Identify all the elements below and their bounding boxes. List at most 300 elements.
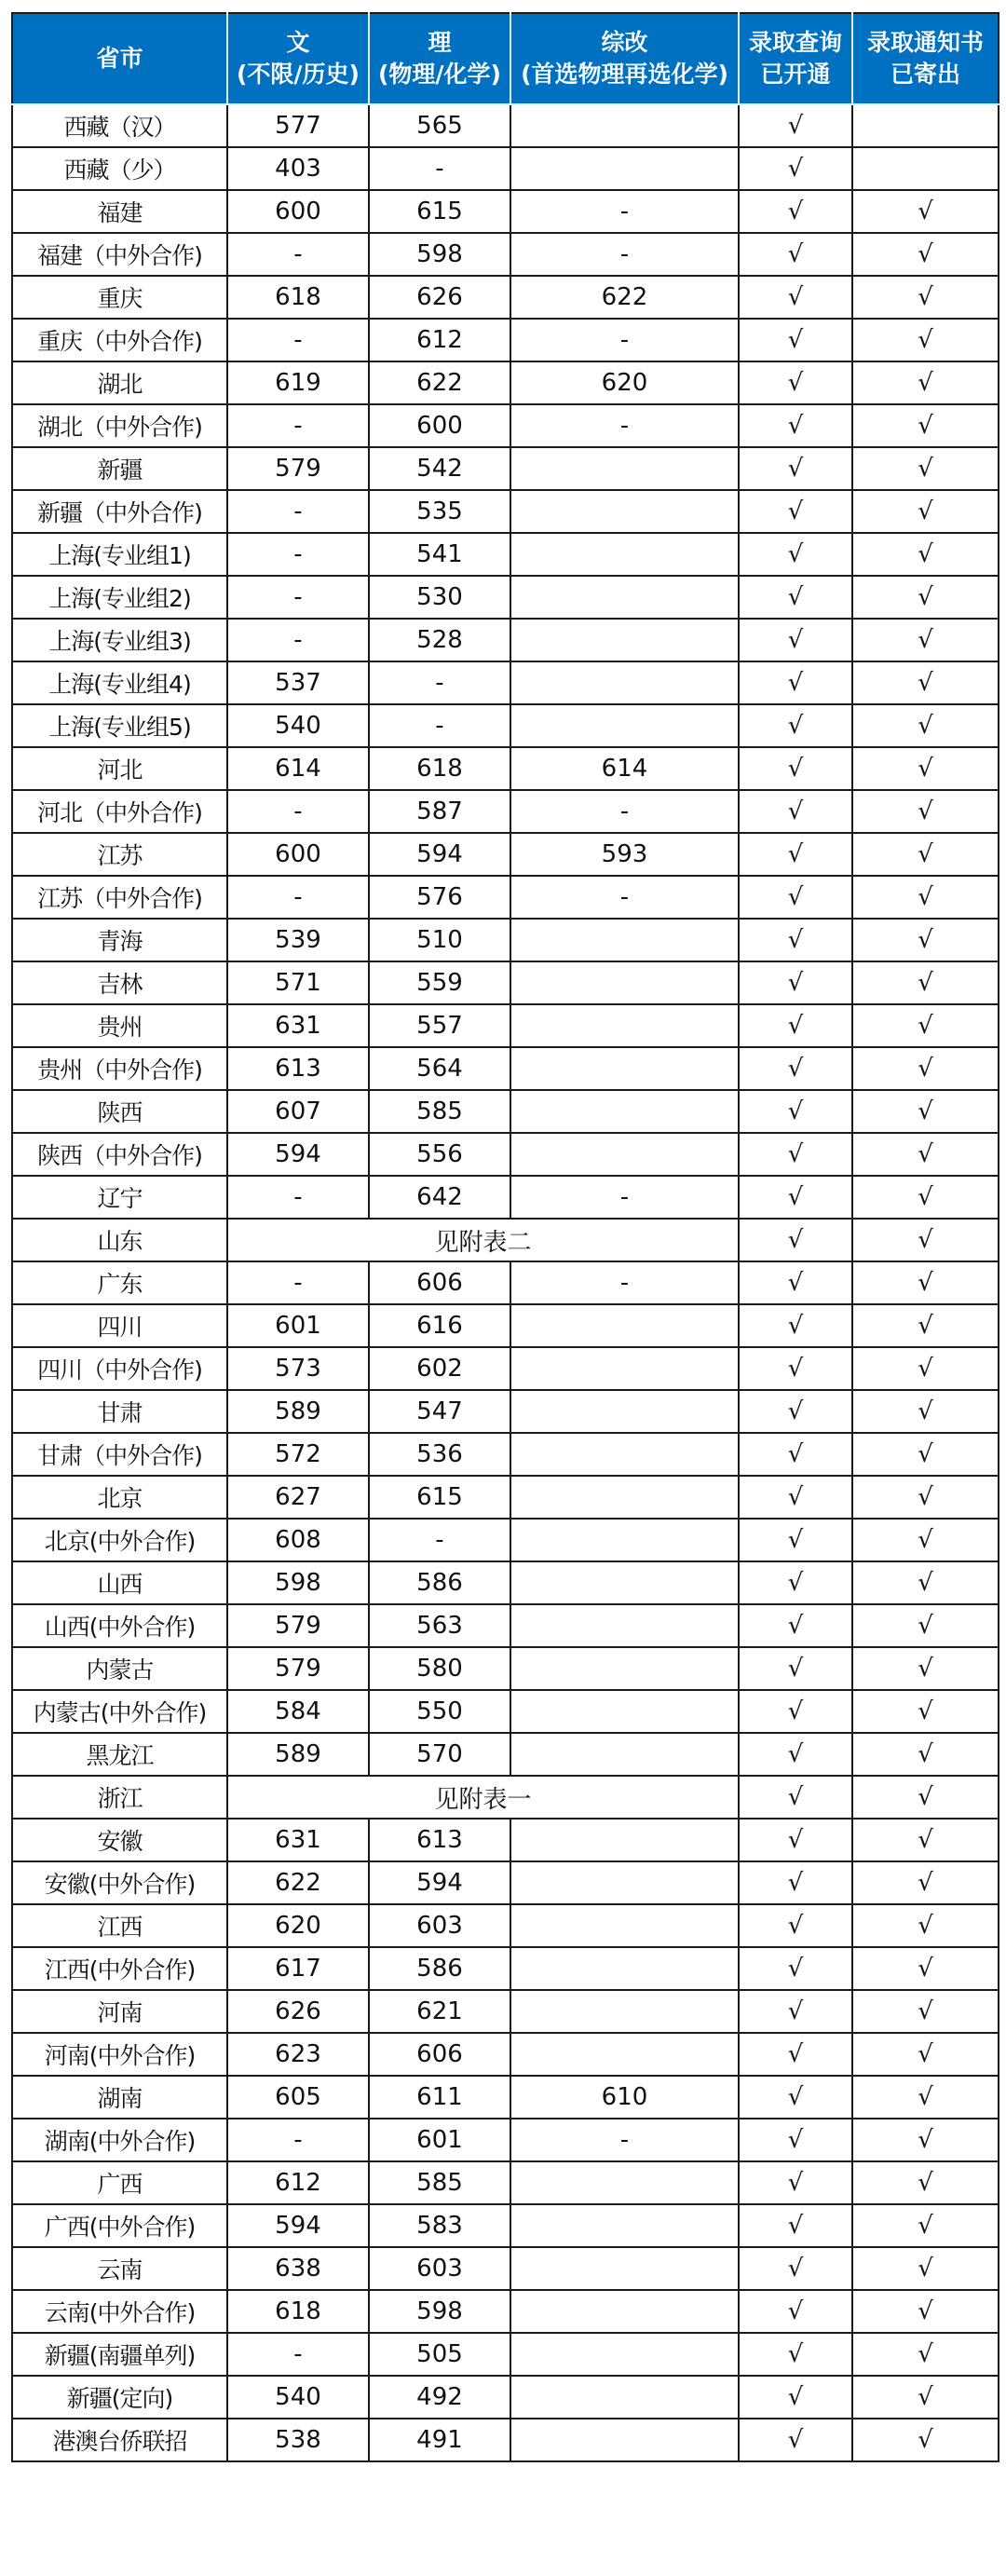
cell-notice-sent: √ — [852, 704, 999, 747]
cell-arts-score: 539 — [227, 919, 369, 961]
cell-query-open: √ — [739, 147, 852, 190]
cell-query-open: √ — [739, 833, 852, 876]
table-row — [12, 1647, 999, 1690]
header-science-title: 理 — [428, 29, 452, 56]
table-row — [12, 2119, 999, 2161]
cell-science-score: 585 — [369, 1090, 510, 1133]
cell-notice-sent: √ — [852, 1433, 999, 1476]
cell-arts-score: 612 — [227, 2161, 369, 2204]
table-row — [12, 1219, 999, 1261]
cell-query-open: √ — [739, 1347, 852, 1390]
cell-query-open: √ — [739, 1390, 852, 1433]
table-row — [12, 747, 999, 790]
cell-science-score: 606 — [369, 1261, 510, 1304]
cell-science-score: 565 — [369, 104, 510, 147]
cell-arts-score: 608 — [227, 1519, 369, 1561]
cell-reform-score: - — [510, 2119, 739, 2161]
table-row — [12, 2333, 999, 2376]
cell-reform-score — [510, 1347, 739, 1390]
cell-notice-sent: √ — [852, 2290, 999, 2333]
cell-arts-score: 622 — [227, 1861, 369, 1904]
cell-query-open: √ — [739, 404, 852, 447]
cell-reform-score: - — [510, 1176, 739, 1219]
table-row — [12, 1604, 999, 1647]
cell-arts-score: - — [227, 404, 369, 447]
cell-arts-score: 623 — [227, 2033, 369, 2076]
cell-science-score: 510 — [369, 919, 510, 961]
table-row — [12, 1861, 999, 1904]
cell-province: 四川 — [12, 1304, 227, 1347]
table-row — [12, 276, 999, 319]
cell-query-open: √ — [739, 2290, 852, 2333]
cell-reform-score — [510, 1433, 739, 1476]
cell-arts-score: - — [227, 533, 369, 576]
cell-province: 云南 — [12, 2247, 227, 2290]
cell-notice-sent: √ — [852, 2119, 999, 2161]
cell-see-appendix: 见附表二 — [227, 1219, 739, 1261]
cell-notice-sent: √ — [852, 490, 999, 533]
cell-reform-score: - — [510, 233, 739, 276]
table-row — [12, 1304, 999, 1347]
header-notice — [852, 13, 999, 104]
cell-science-score: 586 — [369, 1947, 510, 1990]
cell-notice-sent: √ — [852, 2161, 999, 2204]
cell-query-open: √ — [739, 1433, 852, 1476]
cell-reform-score: 610 — [510, 2076, 739, 2119]
table-row — [12, 790, 999, 833]
cell-science-score: 626 — [369, 276, 510, 319]
cell-query-open: √ — [739, 1776, 852, 1819]
cell-arts-score: 607 — [227, 1090, 369, 1133]
cell-reform-score: - — [510, 319, 739, 361]
cell-arts-score: 538 — [227, 2419, 369, 2461]
cell-province: 安徽 — [12, 1819, 227, 1861]
cell-province: 重庆 — [12, 276, 227, 319]
cell-arts-score: - — [227, 876, 369, 919]
cell-reform-score — [510, 533, 739, 576]
cell-arts-score: 600 — [227, 190, 369, 233]
cell-province: 吉林 — [12, 961, 227, 1004]
cell-province: 湖北（中外合作) — [12, 404, 227, 447]
cell-arts-score: 620 — [227, 1904, 369, 1947]
cell-arts-score: - — [227, 576, 369, 619]
header-query — [739, 13, 852, 104]
cell-province: 河北 — [12, 747, 227, 790]
cell-science-score: 536 — [369, 1433, 510, 1476]
header-query-line1: 录取查询 — [748, 29, 842, 56]
cell-reform-score — [510, 147, 739, 190]
cell-province: 新疆（中外合作) — [12, 490, 227, 533]
cell-arts-score: 594 — [227, 1133, 369, 1176]
cell-reform-score — [510, 2290, 739, 2333]
cell-notice-sent: √ — [852, 961, 999, 1004]
cell-query-open: √ — [739, 1733, 852, 1776]
cell-arts-score: 638 — [227, 2247, 369, 2290]
cell-notice-sent: √ — [852, 790, 999, 833]
cell-arts-score: - — [227, 2119, 369, 2161]
table-row — [12, 1990, 999, 2033]
cell-notice-sent: √ — [852, 1733, 999, 1776]
cell-query-open: √ — [739, 2204, 852, 2247]
cell-science-score: 585 — [369, 2161, 510, 2204]
cell-notice-sent: √ — [852, 1947, 999, 1990]
cell-province: 山西 — [12, 1561, 227, 1604]
cell-reform-score — [510, 1519, 739, 1561]
cell-notice-sent: √ — [852, 1047, 999, 1090]
cell-science-score: 583 — [369, 2204, 510, 2247]
table-row — [12, 661, 999, 704]
table-row — [12, 233, 999, 276]
cell-province: 上海(专业组1) — [12, 533, 227, 576]
cell-reform-score: - — [510, 790, 739, 833]
cell-reform-score — [510, 447, 739, 490]
cell-notice-sent — [852, 104, 999, 147]
table-header-row — [12, 13, 999, 104]
table-row — [12, 2076, 999, 2119]
cell-notice-sent: √ — [852, 1861, 999, 1904]
header-reform-title: 综改 — [601, 29, 648, 56]
cell-query-open: √ — [739, 2333, 852, 2376]
cell-arts-score: 613 — [227, 1047, 369, 1090]
cell-query-open: √ — [739, 961, 852, 1004]
cell-science-score: 587 — [369, 790, 510, 833]
cell-notice-sent: √ — [852, 1090, 999, 1133]
cell-science-score: 602 — [369, 1347, 510, 1390]
cell-notice-sent: √ — [852, 1219, 999, 1261]
cell-science-score: 576 — [369, 876, 510, 919]
table-row — [12, 319, 999, 361]
table-row — [12, 961, 999, 1004]
cell-notice-sent: √ — [852, 1904, 999, 1947]
cell-query-open: √ — [739, 1261, 852, 1304]
cell-science-score: 642 — [369, 1176, 510, 1219]
cell-query-open: √ — [739, 1690, 852, 1733]
cell-science-score: 622 — [369, 361, 510, 404]
cell-query-open: √ — [739, 790, 852, 833]
table-row — [12, 147, 999, 190]
cell-notice-sent: √ — [852, 190, 999, 233]
table-row — [12, 619, 999, 661]
cell-science-score: 556 — [369, 1133, 510, 1176]
cell-arts-score: - — [227, 619, 369, 661]
cell-notice-sent: √ — [852, 876, 999, 919]
cell-reform-score — [510, 961, 739, 1004]
header-science — [369, 13, 510, 104]
cell-province: 西藏（汉） — [12, 104, 227, 147]
cell-query-open: √ — [739, 1219, 852, 1261]
cell-reform-score: - — [510, 190, 739, 233]
cell-notice-sent: √ — [852, 447, 999, 490]
cell-arts-score: 618 — [227, 276, 369, 319]
cell-science-score: 611 — [369, 2076, 510, 2119]
cell-query-open: √ — [739, 2247, 852, 2290]
table-row — [12, 1047, 999, 1090]
cell-query-open: √ — [739, 2376, 852, 2419]
cell-reform-score — [510, 1861, 739, 1904]
cell-reform-score — [510, 2376, 739, 2419]
cell-science-score: 621 — [369, 1990, 510, 2033]
table-row — [12, 190, 999, 233]
cell-arts-score: 600 — [227, 833, 369, 876]
cell-query-open: √ — [739, 533, 852, 576]
cell-reform-score — [510, 1476, 739, 1519]
cell-query-open: √ — [739, 1176, 852, 1219]
table-row — [12, 1476, 999, 1519]
cell-reform-score — [510, 1904, 739, 1947]
cell-reform-score — [510, 2333, 739, 2376]
cell-province: 上海(专业组4) — [12, 661, 227, 704]
cell-science-score: 612 — [369, 319, 510, 361]
table-row — [12, 704, 999, 747]
cell-arts-score: 572 — [227, 1433, 369, 1476]
cell-arts-score: 601 — [227, 1304, 369, 1347]
cell-notice-sent: √ — [852, 2333, 999, 2376]
cell-province: 青海 — [12, 919, 227, 961]
table-row — [12, 1690, 999, 1733]
cell-reform-score — [510, 1047, 739, 1090]
cell-science-score: 535 — [369, 490, 510, 533]
cell-notice-sent: √ — [852, 276, 999, 319]
cell-notice-sent: √ — [852, 1304, 999, 1347]
cell-notice-sent: √ — [852, 1347, 999, 1390]
cell-province: 新疆(南疆单列) — [12, 2333, 227, 2376]
cell-arts-score: 584 — [227, 1690, 369, 1733]
cell-query-open: √ — [739, 447, 852, 490]
cell-arts-score: - — [227, 1176, 369, 1219]
cell-science-score: 550 — [369, 1690, 510, 1733]
cell-notice-sent: √ — [852, 233, 999, 276]
cell-province: 上海(专业组5) — [12, 704, 227, 747]
cell-notice-sent: √ — [852, 661, 999, 704]
cell-query-open: √ — [739, 1647, 852, 1690]
table-row — [12, 404, 999, 447]
cell-science-score: 580 — [369, 1647, 510, 1690]
cell-province: 北京(中外合作) — [12, 1519, 227, 1561]
cell-science-score: 598 — [369, 233, 510, 276]
cell-arts-score: 589 — [227, 1390, 369, 1433]
header-arts-sub: (不限/历史) — [237, 61, 360, 88]
header-notice-line1: 录取通知书 — [866, 29, 984, 56]
cell-query-open: √ — [739, 1819, 852, 1861]
cell-province: 西藏（少） — [12, 147, 227, 190]
admission-score-table — [11, 12, 999, 2462]
cell-arts-score: 579 — [227, 1604, 369, 1647]
cell-reform-score: - — [510, 876, 739, 919]
cell-query-open: √ — [739, 876, 852, 919]
cell-query-open: √ — [739, 919, 852, 961]
cell-notice-sent: √ — [852, 1519, 999, 1561]
cell-reform-score — [510, 1390, 739, 1433]
table-row — [12, 447, 999, 490]
cell-query-open: √ — [739, 704, 852, 747]
cell-province: 江西 — [12, 1904, 227, 1947]
cell-see-appendix: 见附表一 — [227, 1776, 739, 1819]
cell-notice-sent: √ — [852, 1819, 999, 1861]
cell-reform-score: 614 — [510, 747, 739, 790]
cell-arts-score: 571 — [227, 961, 369, 1004]
table-row — [12, 833, 999, 876]
header-notice-line2: 已寄出 — [890, 61, 960, 88]
cell-query-open: √ — [739, 2419, 852, 2461]
table-row — [12, 1090, 999, 1133]
cell-notice-sent: √ — [852, 2204, 999, 2247]
cell-reform-score — [510, 1947, 739, 1990]
cell-reform-score — [510, 1604, 739, 1647]
cell-query-open: √ — [739, 1990, 852, 2033]
cell-province: 甘肃（中外合作) — [12, 1433, 227, 1476]
cell-science-score: 606 — [369, 2033, 510, 2076]
cell-science-score: 615 — [369, 190, 510, 233]
table-row — [12, 1133, 999, 1176]
cell-reform-score: 620 — [510, 361, 739, 404]
cell-province: 河北（中外合作) — [12, 790, 227, 833]
cell-notice-sent: √ — [852, 1476, 999, 1519]
table-row — [12, 1819, 999, 1861]
cell-reform-score — [510, 1990, 739, 2033]
cell-reform-score — [510, 2247, 739, 2290]
cell-province: 江苏 — [12, 833, 227, 876]
cell-notice-sent: √ — [852, 2376, 999, 2419]
cell-reform-score — [510, 1647, 739, 1690]
cell-notice-sent — [852, 147, 999, 190]
cell-query-open: √ — [739, 2161, 852, 2204]
cell-notice-sent: √ — [852, 1776, 999, 1819]
cell-query-open: √ — [739, 361, 852, 404]
cell-science-score: 594 — [369, 1861, 510, 1904]
cell-arts-score: 537 — [227, 661, 369, 704]
cell-arts-score: 540 — [227, 2376, 369, 2419]
cell-notice-sent: √ — [852, 833, 999, 876]
cell-arts-score: 627 — [227, 1476, 369, 1519]
cell-query-open: √ — [739, 1047, 852, 1090]
cell-science-score: 618 — [369, 747, 510, 790]
cell-arts-score: - — [227, 1261, 369, 1304]
cell-query-open: √ — [739, 619, 852, 661]
cell-arts-score: 631 — [227, 1819, 369, 1861]
cell-arts-score: 618 — [227, 2290, 369, 2333]
table-row — [12, 576, 999, 619]
table-row — [12, 1904, 999, 1947]
cell-notice-sent: √ — [852, 2247, 999, 2290]
cell-science-score: 492 — [369, 2376, 510, 2419]
cell-arts-score: 626 — [227, 1990, 369, 2033]
cell-province: 湖北 — [12, 361, 227, 404]
cell-province: 港澳台侨联招 — [12, 2419, 227, 2461]
cell-reform-score — [510, 661, 739, 704]
cell-province: 福建 — [12, 190, 227, 233]
cell-science-score: 594 — [369, 833, 510, 876]
cell-science-score: 542 — [369, 447, 510, 490]
cell-arts-score: 594 — [227, 2204, 369, 2247]
cell-science-score: 563 — [369, 1604, 510, 1647]
cell-query-open: √ — [739, 1561, 852, 1604]
cell-science-score: 528 — [369, 619, 510, 661]
cell-reform-score — [510, 2161, 739, 2204]
cell-query-open: √ — [739, 661, 852, 704]
cell-reform-score — [510, 2419, 739, 2461]
cell-province: 广东 — [12, 1261, 227, 1304]
cell-province: 辽宁 — [12, 1176, 227, 1219]
cell-science-score: 541 — [369, 533, 510, 576]
cell-arts-score: 577 — [227, 104, 369, 147]
header-science-sub: (物理/化学) — [378, 61, 501, 88]
cell-query-open: √ — [739, 1947, 852, 1990]
cell-province: 四川（中外合作) — [12, 1347, 227, 1390]
cell-province: 新疆(定向) — [12, 2376, 227, 2419]
cell-notice-sent: √ — [852, 2419, 999, 2461]
cell-science-score: 613 — [369, 1819, 510, 1861]
cell-arts-score: 619 — [227, 361, 369, 404]
cell-notice-sent: √ — [852, 919, 999, 961]
cell-query-open: √ — [739, 233, 852, 276]
header-query-line2: 已开通 — [760, 61, 831, 88]
cell-province: 内蒙古 — [12, 1647, 227, 1690]
table-row — [12, 490, 999, 533]
cell-notice-sent: √ — [852, 576, 999, 619]
cell-province: 新疆 — [12, 447, 227, 490]
table-row — [12, 1733, 999, 1776]
cell-science-score: 491 — [369, 2419, 510, 2461]
header-reform-sub: (首选物理再选化学) — [521, 61, 728, 88]
cell-province: 浙江 — [12, 1776, 227, 1819]
cell-reform-score — [510, 104, 739, 147]
cell-query-open: √ — [739, 576, 852, 619]
cell-arts-score: - — [227, 2333, 369, 2376]
cell-province: 重庆（中外合作) — [12, 319, 227, 361]
cell-science-score: 616 — [369, 1304, 510, 1347]
cell-notice-sent: √ — [852, 1004, 999, 1047]
cell-notice-sent: √ — [852, 1176, 999, 1219]
cell-province: 江西(中外合作) — [12, 1947, 227, 1990]
table-row — [12, 2204, 999, 2247]
cell-science-score: 530 — [369, 576, 510, 619]
cell-science-score: - — [369, 704, 510, 747]
cell-reform-score — [510, 2033, 739, 2076]
cell-province: 内蒙古(中外合作) — [12, 1690, 227, 1733]
cell-query-open: √ — [739, 190, 852, 233]
cell-arts-score: - — [227, 319, 369, 361]
cell-province: 河南(中外合作) — [12, 2033, 227, 2076]
table-row — [12, 2161, 999, 2204]
cell-arts-score: 589 — [227, 1733, 369, 1776]
cell-province: 山西(中外合作) — [12, 1604, 227, 1647]
cell-science-score: 598 — [369, 2290, 510, 2333]
table-row — [12, 1947, 999, 1990]
cell-notice-sent: √ — [852, 619, 999, 661]
cell-reform-score — [510, 1733, 739, 1776]
table-row — [12, 1390, 999, 1433]
cell-reform-score — [510, 2204, 739, 2247]
cell-reform-score: - — [510, 404, 739, 447]
cell-reform-score — [510, 576, 739, 619]
table-row — [12, 2419, 999, 2461]
cell-science-score: 603 — [369, 1904, 510, 1947]
cell-province: 湖南 — [12, 2076, 227, 2119]
cell-reform-score: - — [510, 1261, 739, 1304]
cell-province: 河南 — [12, 1990, 227, 2033]
table-row — [12, 2290, 999, 2333]
cell-notice-sent: √ — [852, 2076, 999, 2119]
table-row — [12, 2376, 999, 2419]
cell-province: 湖南(中外合作) — [12, 2119, 227, 2161]
cell-science-score: 603 — [369, 2247, 510, 2290]
table-body — [12, 104, 999, 2461]
cell-province: 山东 — [12, 1219, 227, 1261]
cell-arts-score: - — [227, 790, 369, 833]
cell-reform-score — [510, 490, 739, 533]
cell-province: 福建（中外合作) — [12, 233, 227, 276]
table-row — [12, 1261, 999, 1304]
